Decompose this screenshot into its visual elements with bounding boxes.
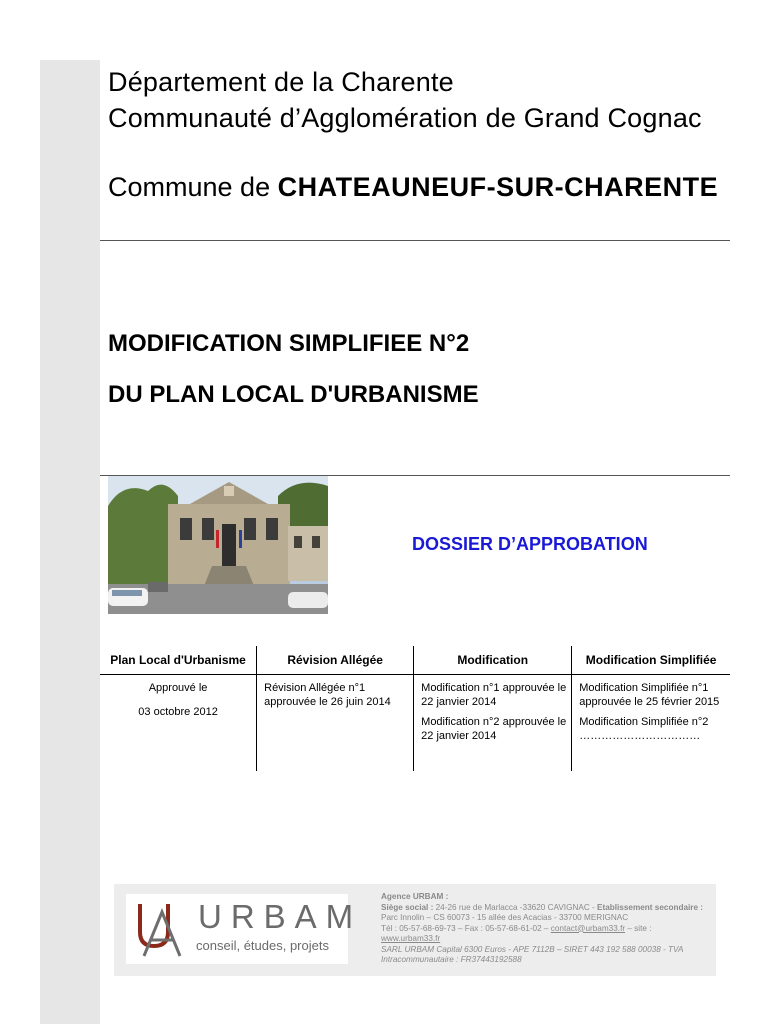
town-hall-photo: [108, 476, 328, 614]
divider-top: [100, 240, 730, 241]
siege-address: 24-26 rue de Marlacca -33620 CAVIGNAC -: [435, 902, 598, 912]
plu-approved-date: 03 octobre 2012: [138, 706, 218, 718]
cell-modification: [414, 675, 572, 772]
plu-approved-label: Approuvé le: [148, 682, 208, 694]
header-plu: Plan Local d'Urbanisme: [100, 646, 257, 675]
urbam-monogram-icon: [134, 898, 190, 960]
modification-entry-2: Modification n°2 approuvée le 22 janvier 2014: [421, 716, 567, 742]
header-revision: Révision Allégée: [257, 646, 414, 675]
site-label: – site :: [625, 923, 652, 933]
header-modification-simplifiee: Modification Simplifiée: [572, 646, 730, 675]
website-link[interactable]: www.urbam33.fr: [381, 934, 441, 943]
cell-revision: [257, 675, 414, 772]
commune-line: [108, 170, 718, 204]
revision-entry: Révision Allégée n°1 approuvée le 26 juin 2014: [264, 682, 391, 708]
siege-label: Siège social :: [381, 902, 436, 912]
logo-tagline: conseil, études, projets: [196, 938, 329, 953]
legal-line-2: Intracommunautaire : FR37443192588: [381, 955, 522, 964]
email-link[interactable]: contact@urbam33.fr: [550, 923, 626, 933]
department-line: Département de la Charente: [108, 67, 454, 97]
document-title-line1: MODIFICATION SIMPLIFIEE N°2: [108, 330, 470, 357]
commune-name: CHATEAUNEUF-SUR-CHARENTE: [277, 172, 719, 202]
legal-line-1: SARL URBAM Capital 6300 Euros - APE 7112B – SIRET 443 192 588 00038 - TVA: [381, 944, 684, 954]
cell-modification-simplifiee: [572, 675, 730, 772]
footer-banner: [114, 884, 716, 976]
document-title-line2: DU PLAN LOCAL D'URBANISME: [108, 381, 479, 408]
community-line: Communauté d’Agglomération de Grand Cognac: [108, 103, 702, 133]
table-header-row: [100, 646, 730, 675]
mod-simplifiee-entry-1: Modification Simplifiée n°1 approuvée le 25 février 2015: [579, 682, 720, 708]
cell-plu: [100, 675, 257, 772]
plans-table: [100, 646, 730, 771]
document-header: [108, 64, 748, 136]
header-modification: Modification: [414, 646, 572, 675]
secondary-address: Parc Innolin – CS 60073 - 15 allée des Acacias - 33700 MERIGNAC: [381, 913, 629, 922]
phone-fax: Tél : 05-57-68-69-73 – Fax : 05-57-68-61-02 –: [381, 923, 551, 933]
etablissement-label: Etablissement secondaire :: [597, 902, 704, 912]
urbam-logo: [126, 894, 363, 964]
side-band: [40, 60, 100, 1024]
modification-entry-1: Modification n°1 approuvée le 22 janvier 2014: [421, 682, 567, 708]
logo-word: URBAM: [198, 898, 363, 935]
agency-info: [381, 892, 717, 966]
agency-label: Agence URBAM :: [381, 892, 449, 901]
table-row: [100, 675, 730, 772]
mod-simplifiee-entry-2: Modification Simplifiée n°2 ……………………………: [579, 716, 709, 742]
contact-line: [381, 924, 717, 935]
commune-prefix: Commune de: [108, 172, 278, 202]
dossier-label: DOSSIER D’APPROBATION: [412, 534, 648, 554]
siege-line: [381, 903, 717, 914]
